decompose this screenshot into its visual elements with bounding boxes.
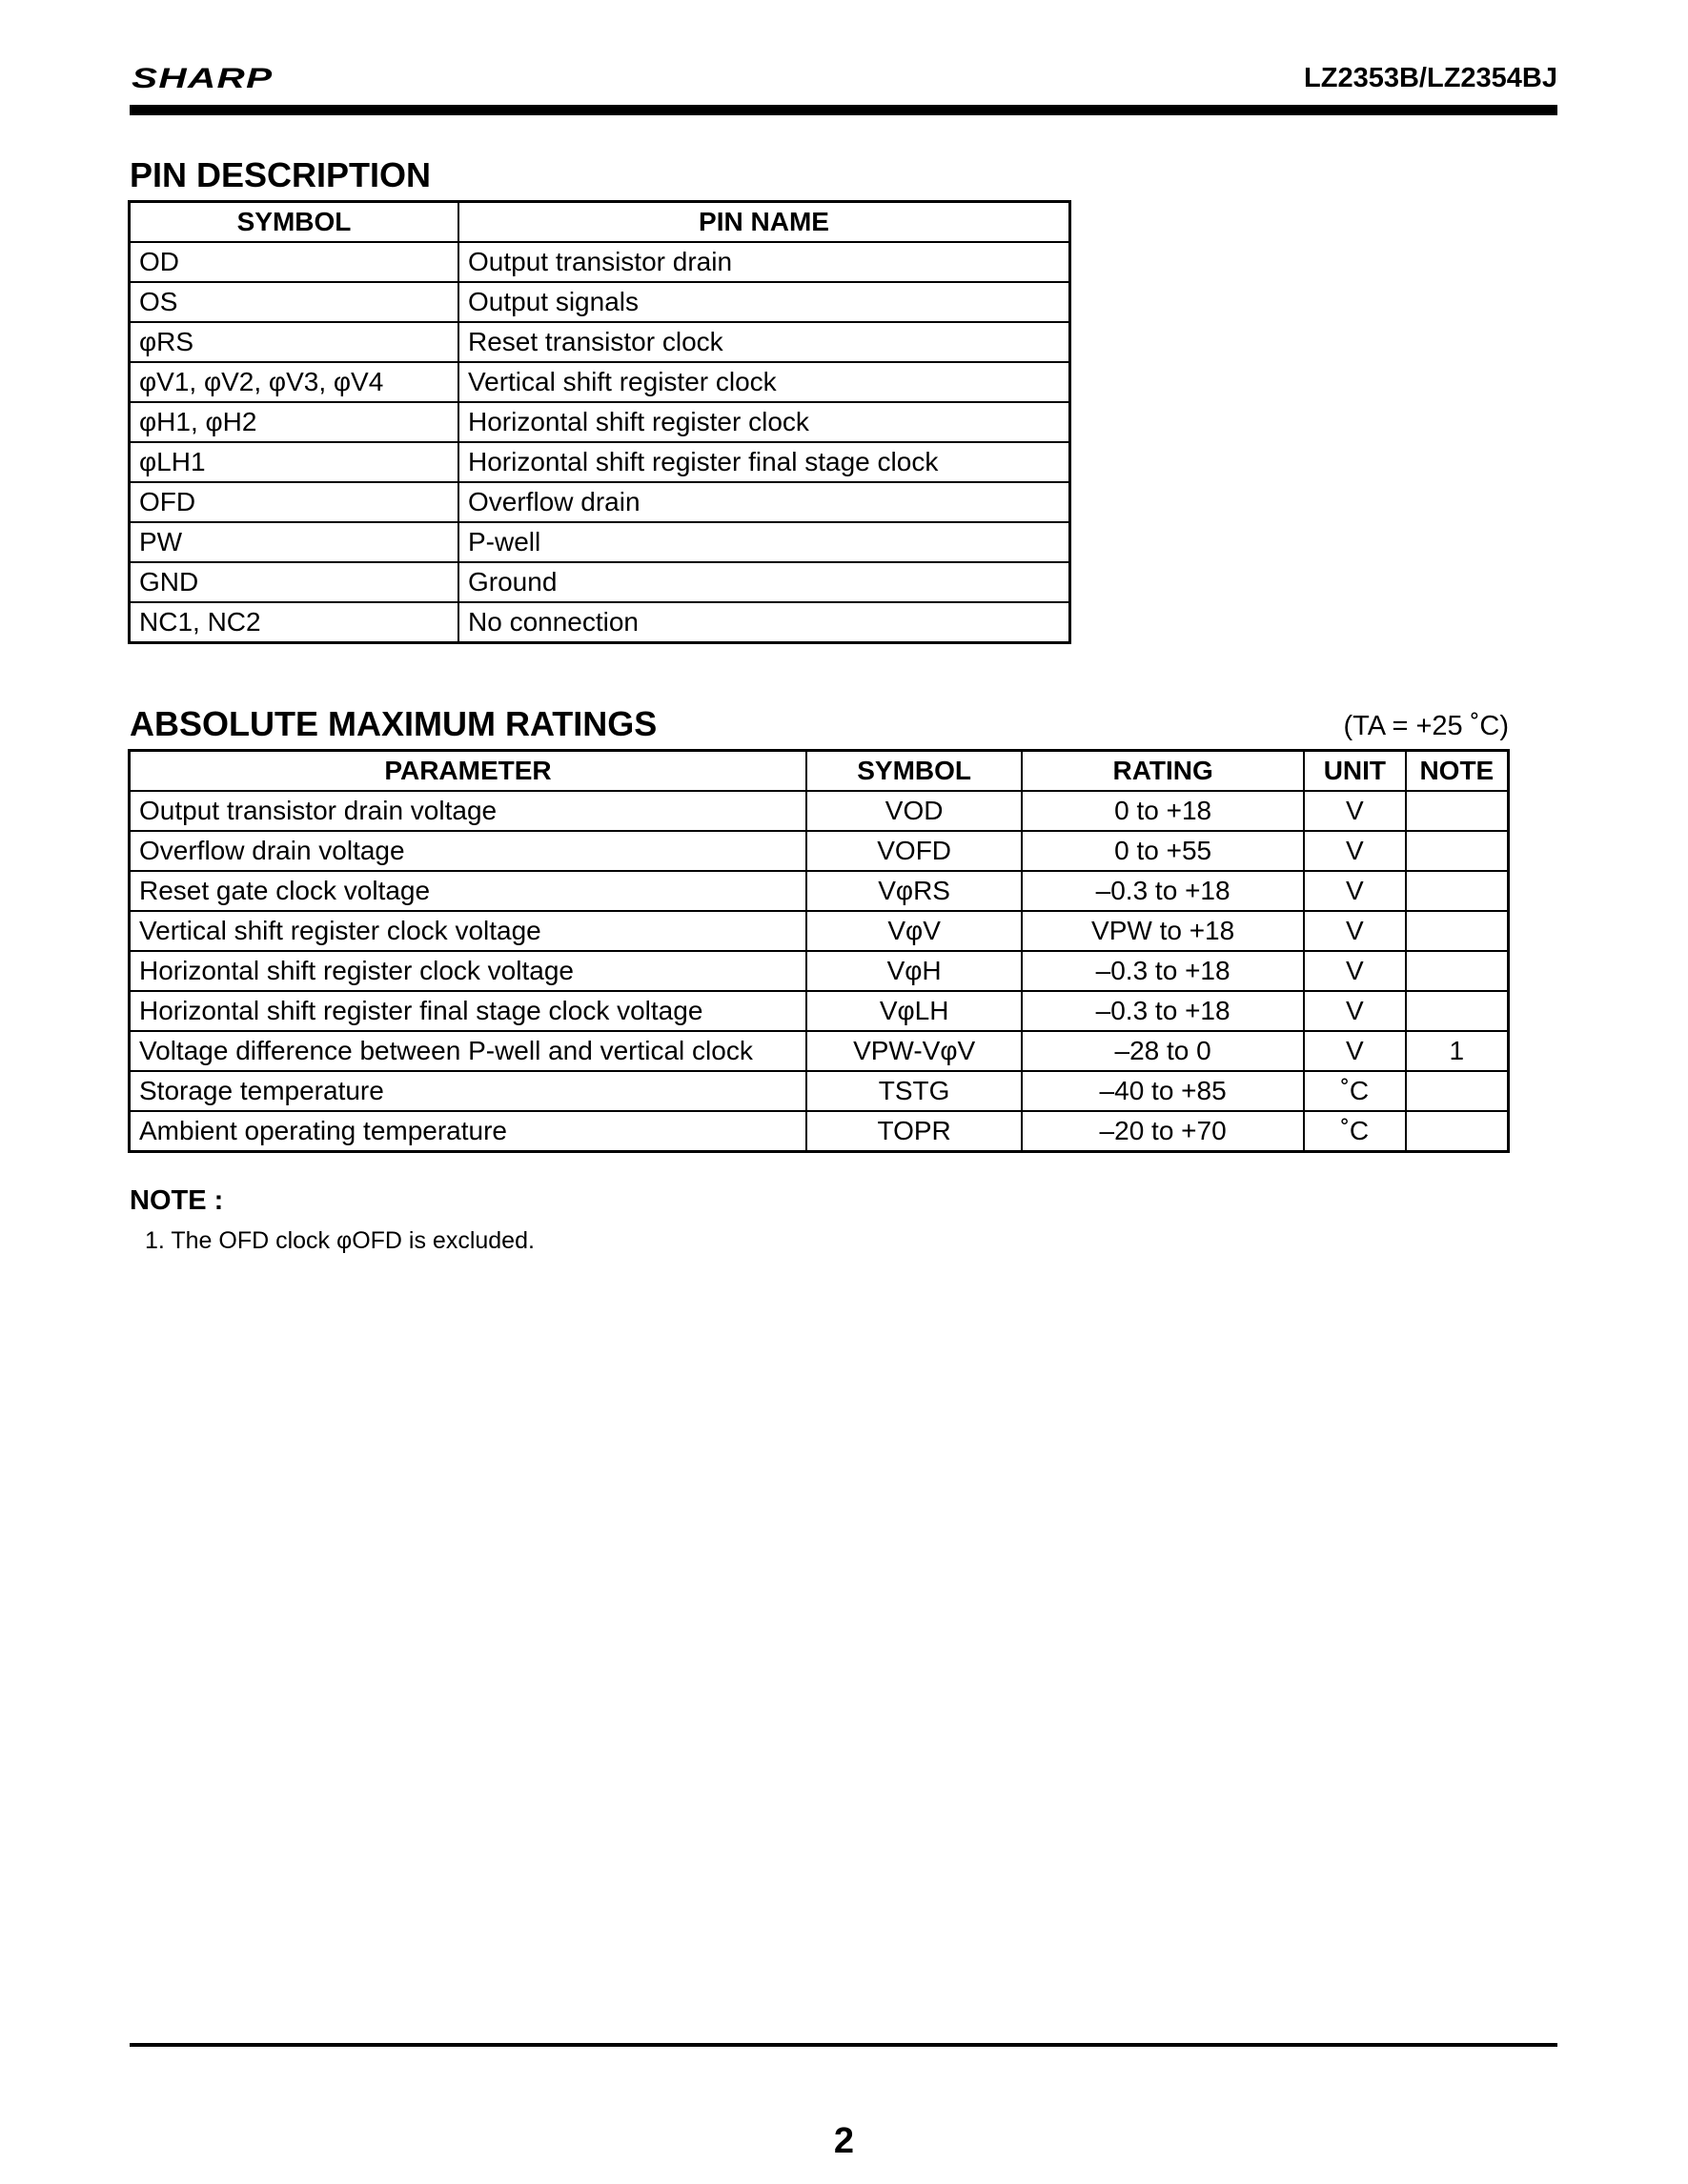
- table-row: [130, 991, 1509, 1031]
- table-row: [130, 322, 1070, 362]
- cell-note: [1406, 871, 1509, 911]
- cell-rating: –0.3 to +18: [1022, 991, 1304, 1031]
- cell-symbol: PW: [130, 522, 459, 562]
- cell-name: Output transistor drain: [458, 242, 1070, 282]
- table-row: [130, 562, 1070, 602]
- table-row: [130, 1031, 1509, 1071]
- cell-name: Ground: [458, 562, 1070, 602]
- cell-symbol: VOFD: [806, 831, 1022, 871]
- cell-symbol: VφH: [806, 951, 1022, 991]
- column-header-rating: RATING: [1022, 751, 1304, 792]
- cell-name: Overflow drain: [458, 482, 1070, 522]
- cell-parameter: Storage temperature: [130, 1071, 807, 1111]
- cell-parameter: Overflow drain voltage: [130, 831, 807, 871]
- cell-note: [1406, 791, 1509, 831]
- cell-unit: V: [1304, 991, 1406, 1031]
- table-row: [130, 522, 1070, 562]
- cell-unit: V: [1304, 1031, 1406, 1071]
- cell-parameter: Horizontal shift register final stage clock voltage: [130, 991, 807, 1031]
- column-header-note: NOTE: [1406, 751, 1509, 792]
- cell-name: No connection: [458, 602, 1070, 643]
- table-row: [130, 791, 1509, 831]
- cell-rating: –28 to 0: [1022, 1031, 1304, 1071]
- cell-symbol: VPW-VφV: [806, 1031, 1022, 1071]
- cell-note: [1406, 991, 1509, 1031]
- absolute-maximum-ratings-title: ABSOLUTE MAXIMUM RATINGS: [130, 704, 658, 743]
- temperature-condition: (TA = +25 ˚C): [1343, 711, 1509, 741]
- table-row: [130, 951, 1509, 991]
- column-header-parameter: PARAMETER: [130, 751, 807, 792]
- table-row: [130, 442, 1070, 482]
- cell-name: Output signals: [458, 282, 1070, 322]
- cell-symbol: φRS: [130, 322, 459, 362]
- cell-unit: V: [1304, 831, 1406, 871]
- absolute-maximum-ratings-table: [128, 749, 1510, 1153]
- cell-note: [1406, 951, 1509, 991]
- cell-symbol: OD: [130, 242, 459, 282]
- cell-parameter: Ambient operating temperature: [130, 1111, 807, 1152]
- cell-symbol: OS: [130, 282, 459, 322]
- cell-rating: –40 to +85: [1022, 1071, 1304, 1111]
- note-title: NOTE :: [130, 1185, 224, 1216]
- cell-symbol: VφLH: [806, 991, 1022, 1031]
- cell-name: Horizontal shift register clock: [458, 402, 1070, 442]
- table-row: [130, 911, 1509, 951]
- table-row: [130, 402, 1070, 442]
- cell-symbol: TOPR: [806, 1111, 1022, 1152]
- cell-rating: VPW to +18: [1022, 911, 1304, 951]
- cell-parameter: Voltage difference between P-well and vertical clock: [130, 1031, 807, 1071]
- note-item: 1. The OFD clock φOFD is excluded.: [145, 1227, 535, 1254]
- cell-symbol: NC1, NC2: [130, 602, 459, 643]
- table-row: [130, 362, 1070, 402]
- cell-symbol: VOD: [806, 791, 1022, 831]
- pin-description-table: [128, 200, 1071, 644]
- table-header-row: [130, 202, 1070, 243]
- cell-name: P-well: [458, 522, 1070, 562]
- cell-symbol: OFD: [130, 482, 459, 522]
- page-number: 2: [833, 2121, 855, 2161]
- cell-parameter: Reset gate clock voltage: [130, 871, 807, 911]
- sharp-logo: SHARP: [132, 63, 274, 94]
- table-row: [130, 871, 1509, 911]
- cell-unit: V: [1304, 791, 1406, 831]
- table-row: [130, 242, 1070, 282]
- cell-unit: ˚C: [1304, 1071, 1406, 1111]
- table-row: [130, 1111, 1509, 1152]
- cell-unit: ˚C: [1304, 1111, 1406, 1152]
- cell-note: [1406, 831, 1509, 871]
- table-row: [130, 1071, 1509, 1111]
- cell-rating: –0.3 to +18: [1022, 871, 1304, 911]
- table-row: [130, 831, 1509, 871]
- pin-description-title: PIN DESCRIPTION: [130, 155, 432, 194]
- cell-unit: V: [1304, 911, 1406, 951]
- cell-symbol: TSTG: [806, 1071, 1022, 1111]
- document-id: LZ2353B/LZ2354BJ: [1304, 63, 1557, 93]
- cell-symbol: φLH1: [130, 442, 459, 482]
- cell-note: [1406, 911, 1509, 951]
- table-header-row: [130, 751, 1509, 792]
- column-header-symbol: SYMBOL: [806, 751, 1022, 792]
- cell-rating: –20 to +70: [1022, 1111, 1304, 1152]
- cell-note: 1: [1406, 1031, 1509, 1071]
- cell-symbol: VφV: [806, 911, 1022, 951]
- cell-name: Reset transistor clock: [458, 322, 1070, 362]
- cell-symbol: φH1, φH2: [130, 402, 459, 442]
- cell-name: Horizontal shift register final stage clock: [458, 442, 1070, 482]
- footer-rule: [130, 2043, 1557, 2047]
- cell-parameter: Horizontal shift register clock voltage: [130, 951, 807, 991]
- cell-rating: 0 to +18: [1022, 791, 1304, 831]
- table-row: [130, 282, 1070, 322]
- column-header-symbol: SYMBOL: [130, 202, 459, 243]
- header-rule: [130, 105, 1557, 115]
- cell-symbol: GND: [130, 562, 459, 602]
- cell-unit: V: [1304, 871, 1406, 911]
- cell-symbol: VφRS: [806, 871, 1022, 911]
- page-header: [130, 59, 1557, 99]
- table-row: [130, 602, 1070, 643]
- cell-rating: 0 to +55: [1022, 831, 1304, 871]
- cell-note: [1406, 1111, 1509, 1152]
- column-header-unit: UNIT: [1304, 751, 1406, 792]
- cell-unit: V: [1304, 951, 1406, 991]
- cell-note: [1406, 1071, 1509, 1111]
- cell-name: Vertical shift register clock: [458, 362, 1070, 402]
- cell-symbol: φV1, φV2, φV3, φV4: [130, 362, 459, 402]
- cell-parameter: Vertical shift register clock voltage: [130, 911, 807, 951]
- cell-rating: –0.3 to +18: [1022, 951, 1304, 991]
- cell-parameter: Output transistor drain voltage: [130, 791, 807, 831]
- table-row: [130, 482, 1070, 522]
- column-header-pin-name: PIN NAME: [458, 202, 1070, 243]
